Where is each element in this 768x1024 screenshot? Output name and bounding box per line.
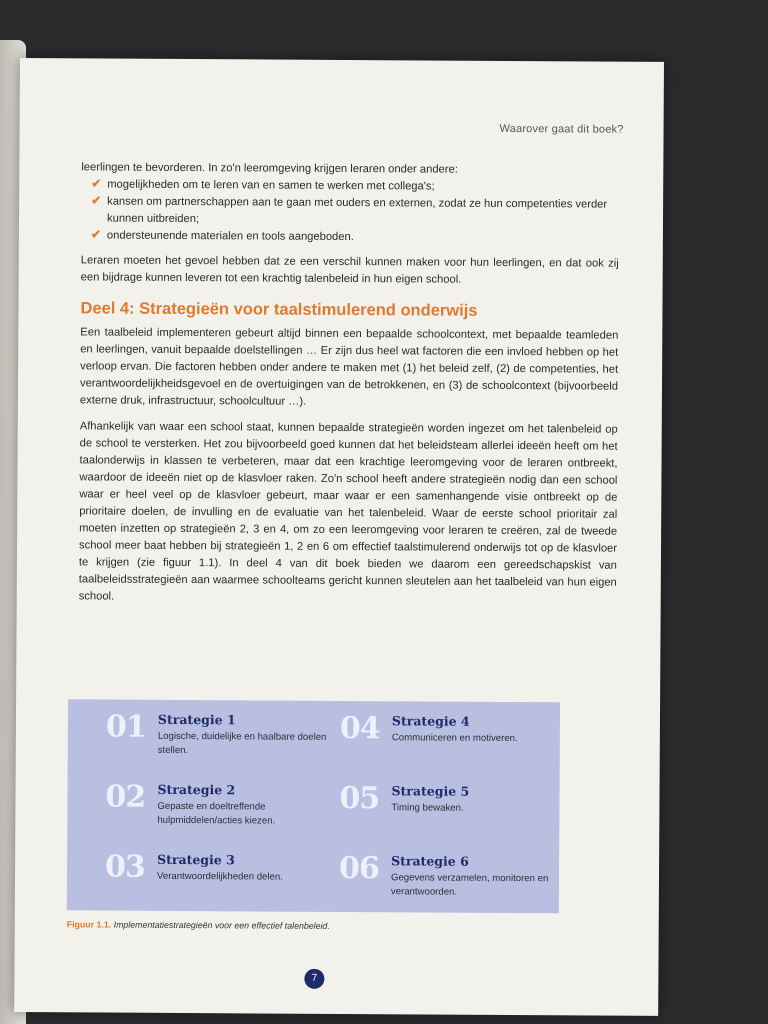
figure-caption xyxy=(67,919,330,931)
strategy-description: Communiceren en motiveren. xyxy=(391,732,518,745)
strategy-item xyxy=(339,781,559,842)
strategy-title: Strategie 4 xyxy=(391,713,470,729)
list-item: ✔ kansen om partnerschappen aan te gaan met ouders en externen, zodat ze hun competenties verder kunnen uitbreiden; xyxy=(91,193,608,226)
benefits-list xyxy=(81,176,619,247)
strategy-number: 01 xyxy=(105,709,146,745)
intro-closing: Leraren moeten het gevoel hebben dat ze een verschil kunnen maken voor hun leerlingen, en dat ook zij een bijdrage kunnen leveren tot een krachtig talenbeleid in hun eigen school. xyxy=(80,254,619,286)
section-paragraph: Een taalbeleid implementeren gebeurt altijd binnen een bepaalde schoolcontext, met bepaalde teamleden en leerlingen, vanuit bepaalde doelstellingen … Er zijn dus heel wat factoren die een invloed hebben op het verloop ervan. Die factoren hebben onder andere te maken met (1) het beleid zelf, (2) de competenties, het verantwoordelijkheidsgevoel en de overtuigingen van de betrokkenen, en (3) de schoolcontext (bijvoorbeeld externe druk, infrastructuur, schoolcultuur …). xyxy=(79,326,619,408)
strategies-figure xyxy=(67,699,560,913)
strategy-item xyxy=(105,780,325,841)
strategy-title: Strategie 2 xyxy=(157,781,236,798)
strategy-title: Strategie 6 xyxy=(391,853,469,869)
strategy-item xyxy=(106,710,326,771)
strategy-description: Verantwoordelijkheden delen. xyxy=(156,870,283,883)
page-number: 7 xyxy=(304,969,324,989)
strategy-number: 04 xyxy=(339,710,380,747)
list-item: ✔ ondersteunende materialen en tools aangeboden. xyxy=(90,227,354,244)
running-head: Waarover gaat dit boek? xyxy=(499,122,624,136)
intro-lead: leerlingen te bevorderen. In zo'n leeromgeving krijgen leraren onder andere: xyxy=(81,161,458,176)
strategy-item xyxy=(340,711,560,772)
strategy-item xyxy=(339,851,559,912)
strategy-number: 05 xyxy=(339,780,380,817)
section-heading: Deel 4: Strategieën voor taalstimulerend onderwijs xyxy=(80,299,478,320)
checkmark-icon: ✔ xyxy=(90,227,102,242)
strategy-number: 03 xyxy=(104,849,145,885)
strategy-number: 02 xyxy=(105,779,146,815)
strategy-description: Logische, duidelijke en haalbare doelen stellen. xyxy=(157,730,327,757)
book-page xyxy=(14,58,664,1016)
strategy-description: Gegevens verzamelen, monitoren en verantwoorden. xyxy=(390,872,549,898)
strategy-title: Strategie 1 xyxy=(157,711,236,728)
list-item: ✔ mogelijkheden om te leren van en samen te werken met collega's; xyxy=(91,176,435,193)
figure-caption-text: Implementatiestrategieën voor een effectief talenbeleid. xyxy=(113,919,330,931)
strategy-description: Timing bewaken. xyxy=(391,802,464,814)
strategy-title: Strategie 5 xyxy=(391,783,470,799)
checkmark-icon: ✔ xyxy=(91,176,102,191)
strategy-description: Gepaste en doeltreffende hulpmiddelen/acties kiezen. xyxy=(157,800,276,827)
strategy-number: 06 xyxy=(338,850,379,887)
figure-label: Figuur 1.1. xyxy=(66,919,112,930)
checkmark-icon: ✔ xyxy=(91,193,102,208)
strategy-item xyxy=(105,850,325,911)
page-content xyxy=(79,159,620,617)
section-paragraph: Afhankelijk van waar een school staat, kunnen bepaalde strategieën worden ingezet om het talenbeleid op de school te versterken. Het zou bijvoorbeeld goed kunnen dat het beleidsteam allerlei ideeën heeft om het taalonderwijs in klassen te verbeteren, maar dat een krachtige leeromgeving voor de leraren ontbreekt, waardoor de ideeën niet op de klasvloer raken. Zo'n school heeft andere strategieën nodig dan een school waar er heel veel op de klasvloer gebeurt, maar waar er een samenhangende visie ontbreekt op de prioritaire doelen, de invulling en de evaluatie van het talenbeleid. Waar de eerste school prioritair zal moeten inzetten op strategieën 2, 3 en 4, om zo een leeromgeving voor leraren te creëren, zal de tweede school meer baat hebben bij strategieën 1, 2 en 6 om effectief taalstimulerend onderwijs tot op de klasvloer te krijgen (zie figuur 1.1). In deel 4 van dit boek bieden we daarom een gereedschapskist van taalbeleidsstrategieën aan waarmee schoolteams gericht kunnen sleutelen aan het taalbeleid van hun eigen school. xyxy=(78,420,618,603)
strategy-title: Strategie 3 xyxy=(157,851,235,868)
